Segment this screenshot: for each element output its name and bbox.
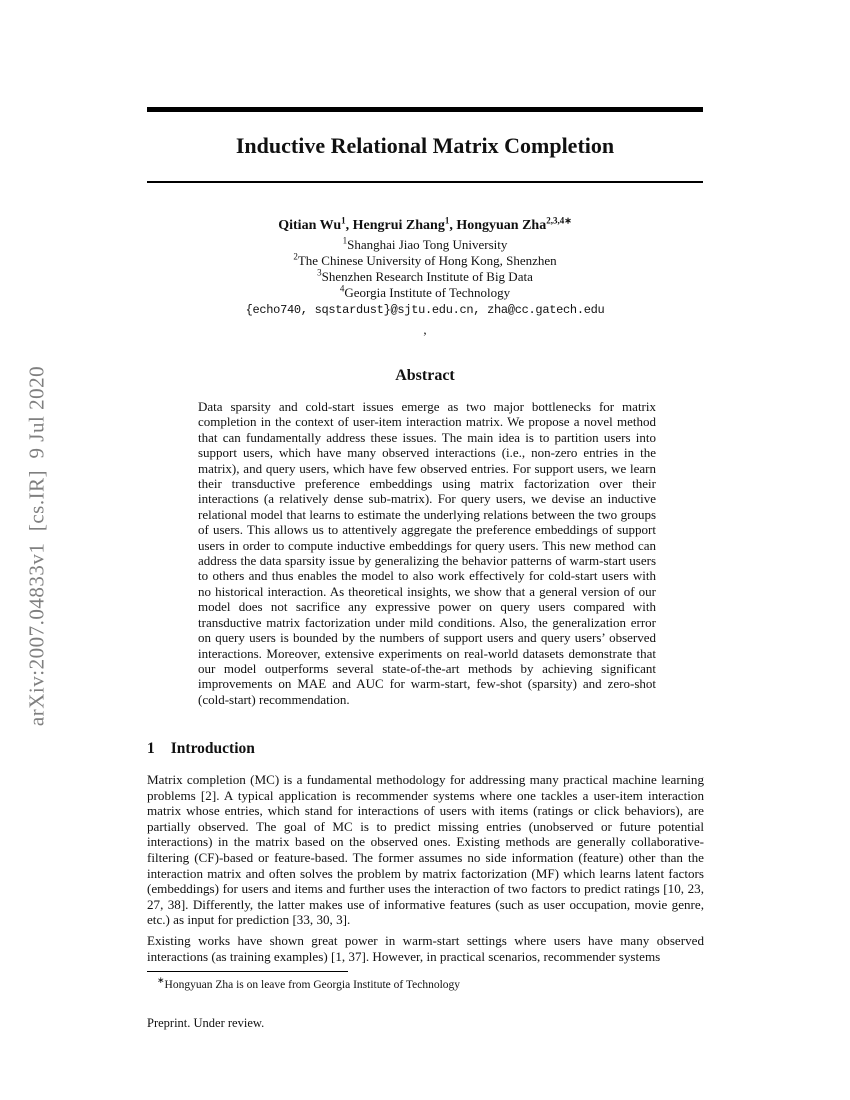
section-title: Introduction — [170, 740, 255, 757]
paper-title: Inductive Relational Matrix Completion — [235, 133, 615, 158]
author-superscript: 1 — [444, 215, 450, 226]
affiliation-line — [107, 237, 743, 253]
arxiv-watermark: arXiv:2007.04833v1 [cs.IR] 9 Jul 2020 — [24, 365, 49, 727]
affiliation-text: Georgia Institute of Technology — [344, 285, 511, 300]
footnote — [147, 975, 704, 992]
affiliation-superscript: 1 — [342, 235, 348, 246]
stray-comma: , — [423, 322, 427, 337]
affiliation-text: Shanghai Jiao Tong University — [347, 237, 508, 252]
author-superscript: 1 — [341, 215, 346, 226]
affiliation-superscript: 4 — [339, 283, 345, 294]
section-heading-introduction — [147, 740, 255, 758]
author-name: Hengrui Zhang — [352, 218, 445, 233]
author-separator: , — [449, 218, 457, 233]
affiliation-line — [107, 285, 743, 301]
affiliation-line — [107, 253, 743, 269]
preprint-note: Preprint. Under review. — [147, 1016, 265, 1030]
author-block — [107, 217, 743, 337]
emails-line: {echo740, sqstardust}@sjtu.edu.cn, zha@cc.gatech.edu — [245, 303, 605, 317]
affiliation-line — [107, 269, 743, 285]
intro-paragraph-2: Existing works have shown great power in warm-start settings where users have many observed interactions (as training examples) [1, 37]. However, in practical scenarios, recommender systems — [147, 933, 704, 964]
author-name: Hongyuan Zha — [456, 218, 547, 233]
footnote-rule — [147, 971, 348, 972]
authors-line — [107, 217, 743, 235]
affiliation-text: Shenzhen Research Institute of Big Data — [321, 269, 533, 284]
author-superscript: 2,3,4∗ — [546, 215, 572, 226]
abstract-body: Data sparsity and cold-start issues emerge as two major bottlenecks for matrix completion in the context of user-item interaction matrix. We propose a novel method that can fundamentally address these issues. The main idea is to partition users into support users, which have many observed interactions (i.e., non-zero entries in the matrix), and query users, which have few observed entries. For support users, we learn their transductive preference embeddings using matrix factorization over their interactions (a relatively dense sub-matrix). For query users, we devise an inductive relational model that learns to estimate the underlying relations between the two groups of users. This allows us to attentively aggregate the preference embeddings of support users in order to compute inductive embeddings for query users. This new method can address the data sparsity issue by generalizing the behavior patterns of warm-start users to others and thus enables the model to also work effectively for cold-start users with no historical interaction. As theoretical insights, we show that a general version of our model does not sacrifice any expressive power on query users compared with transductive matrix factorization under mild conditions. Also, the generalization error on query users is bounded by the numbers of support users and query users’ observed interactions. Moreover, extensive experiments on real-world datasets demonstrate that our model outperforms several state-of-the-art methods by achieving significant improvements on MAE and AUC for warm-start, few-shot (sparsity) and zero-shot (cold-start) recommendation. — [198, 399, 656, 707]
affiliation-superscript: 3 — [317, 267, 322, 278]
section-number: 1 — [147, 740, 155, 757]
title-rule-bottom — [147, 181, 703, 183]
author-name: Qitian Wu — [278, 218, 342, 233]
affiliation-text: The Chinese University of Hong Kong, Shenzhen — [297, 253, 557, 268]
footnote-text: Hongyuan Zha is on leave from Georgia Institute of Technology — [164, 979, 461, 991]
affiliation-superscript: 2 — [293, 251, 298, 262]
abstract-heading: Abstract — [395, 367, 455, 384]
intro-paragraph-1: Matrix completion (MC) is a fundamental methodology for addressing many practical machine learning problems [2]. A typical application is recommender systems where one tackles a user-item interaction matrix whose entries, which stand for interactions of users with items (ratings or click behaviors), are partially observed. The goal of MC is to predict missing entries (unobserved or future potential interactions) in the matrix based on the observed ones. Existing methods are generally collaborative-filtering (CF)-based or feature-based. The former assumes no side information (feature) other than the interaction matrix and often solves the problem by matrix factorization (MF) which learns latent factors (embeddings) for users and items and further uses the interaction of two factors to predict ratings [10, 23, 27, 38]. Differently, the latter makes use of informative features (such as user occupation, movie genre, etc.) as input for prediction [33, 30, 3]. — [147, 772, 704, 928]
footnote-marker: ∗ — [157, 975, 165, 986]
title-rule-top — [147, 107, 703, 112]
author-separator: , — [345, 218, 353, 233]
